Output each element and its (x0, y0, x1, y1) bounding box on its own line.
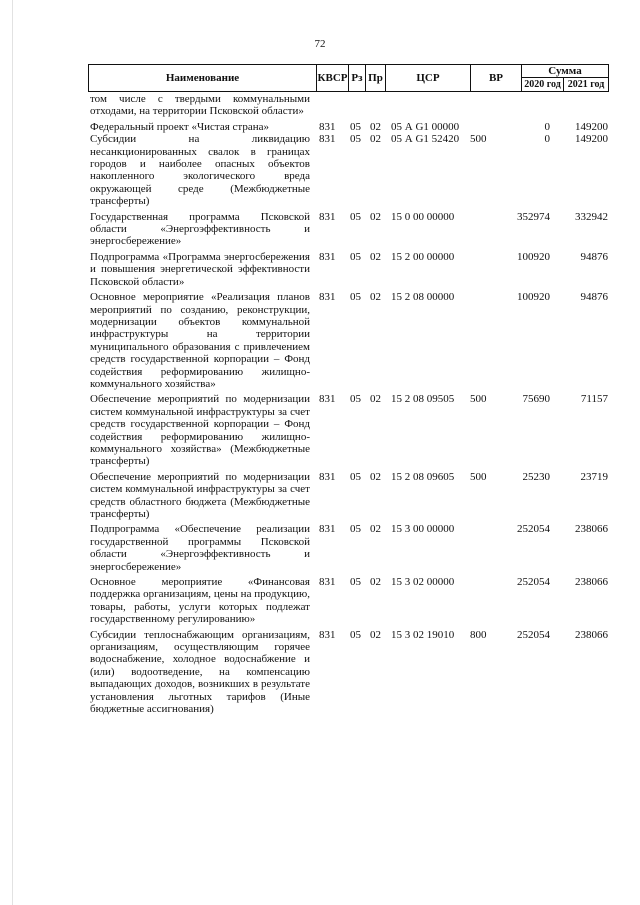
row-sum-2021: 238066 (575, 523, 608, 536)
row-vr: 500 (470, 393, 487, 406)
row-sum-2020: 0 (544, 133, 550, 146)
row-name: Основное мероприятие «Финансовая поддержка организациям, цены на продукцию, товары, работы, услуги которых подлежат государственному регулированию» (90, 576, 310, 626)
row-csr: 05 А G1 52420 (391, 133, 460, 146)
row-kvsr: 831 (319, 291, 336, 304)
row-vr: 500 (470, 133, 487, 146)
row-csr: 15 0 00 00000 (391, 210, 455, 223)
row-csr: 15 2 08 09605 (391, 470, 455, 483)
row-csr: 15 3 02 00000 (391, 576, 455, 589)
header-sum-block (522, 65, 608, 91)
row-name: Подпрограмма «Обеспечение реализации государственной программы Псковской области «Энергоэффективность и энергосбережение» (90, 523, 310, 573)
table-row (90, 211, 610, 248)
header-year-2021: 2021 год (567, 79, 605, 90)
row-rz: 05 (350, 470, 361, 483)
row-kvsr: 831 (319, 576, 336, 589)
header-kvsr: КВСР (317, 65, 349, 91)
row-sum-2020: 252054 (517, 523, 550, 536)
row-pr: 02 (370, 470, 381, 483)
row-pr: 02 (370, 291, 381, 304)
row-kvsr: 831 (319, 210, 336, 223)
row-sum-2021: 238066 (575, 576, 608, 589)
row-rz: 05 (350, 291, 361, 304)
row-sum-2021: 71157 (580, 393, 608, 406)
row-pr: 02 (370, 210, 381, 223)
table-row (90, 576, 610, 626)
header-sum: Сумма (522, 65, 608, 78)
row-csr: 05 А G1 00000 (391, 120, 460, 133)
row-sum-2020: 352974 (517, 210, 550, 223)
row-rz: 05 (350, 133, 361, 146)
row-rz: 05 (350, 250, 361, 263)
table-row (90, 523, 610, 573)
row-rz: 05 (350, 628, 361, 641)
table-row (90, 291, 610, 390)
row-kvsr: 831 (319, 470, 336, 483)
row-kvsr: 831 (319, 393, 336, 406)
row-pr: 02 (370, 133, 381, 146)
page-number: 72 (314, 38, 326, 50)
row-kvsr: 831 (319, 120, 336, 133)
row-csr: 15 3 00 00000 (391, 523, 455, 536)
row-pr: 02 (370, 393, 381, 406)
table-row (90, 471, 610, 521)
row-rz: 05 (350, 576, 361, 589)
table-row (90, 93, 610, 118)
row-pr: 02 (370, 120, 381, 133)
row-rz: 05 (350, 210, 361, 223)
row-sum-2021: 149200 (575, 133, 608, 146)
table-header (88, 64, 609, 92)
table-row (90, 629, 610, 716)
header-rz: Рз (349, 65, 366, 91)
row-csr: 15 2 00 00000 (391, 250, 455, 263)
row-sum-2020: 100920 (517, 291, 550, 304)
row-sum-2021: 332942 (575, 210, 608, 223)
row-sum-2020: 100920 (517, 250, 550, 263)
row-sum-2020: 0 (544, 120, 550, 133)
row-name: Основное мероприятие «Реализация планов мероприятий по созданию, реконструкции, модернизации объектов коммунальной инфраструктуры на территории муниципального образования с привлечением средств государственной корпорации – Фонд содействия реформированию жилищно-коммунального хозяйства» (90, 291, 310, 390)
row-csr: 15 3 02 19010 (391, 628, 455, 641)
row-kvsr: 831 (319, 628, 336, 641)
row-vr: 500 (470, 470, 487, 483)
row-csr: 15 2 08 09505 (391, 393, 455, 406)
table-row (90, 121, 610, 133)
row-pr: 02 (370, 628, 381, 641)
scan-margin-line (12, 0, 13, 905)
row-sum-2020: 25230 (522, 470, 550, 483)
row-pr: 02 (370, 250, 381, 263)
row-rz: 05 (350, 120, 361, 133)
row-sum-2021: 238066 (575, 628, 608, 641)
row-name: том числе с твердыми коммунальными отходами, на территории Псковской области» (90, 93, 310, 118)
header-csr: ЦСР (386, 65, 471, 91)
row-name: Субсидии теплоснабжающим организациям, организациям, осуществляющим горячее водоснабжение, холодное водоснабжение и (или) водоотведение, на компенсацию выпадающих доходов, возникших в результате установления льготных тарифов (Иные бюджетные ассигнования) (90, 628, 310, 716)
row-sum-2020: 252054 (517, 628, 550, 641)
row-name: Обеспечение мероприятий по модернизации систем коммунальной инфраструктуры за счет средств областного бюджета (Межбюджетные трансферты) (90, 470, 310, 520)
row-rz: 05 (350, 523, 361, 536)
row-name: Обеспечение мероприятий по модернизации систем коммунальной инфраструктуры за счет средств государственной корпорации – Фонд содействия реформированию жилищно-коммунального хозяйства» (Межбюджетные трансферты) (90, 393, 310, 468)
row-csr: 15 2 08 00000 (391, 291, 455, 304)
row-sum-2021: 94876 (580, 250, 608, 263)
table-row (90, 251, 610, 288)
row-rz: 05 (350, 393, 361, 406)
header-year-2020: 2020 год (522, 78, 564, 91)
row-sum-2020: 75690 (522, 393, 550, 406)
table-row (90, 133, 610, 207)
row-kvsr: 831 (319, 133, 336, 146)
row-sum-2020: 252054 (517, 576, 550, 589)
row-name: Подпрограмма «Программа энергосбережения и повышения энергетической эффективности Псковской области» (90, 250, 310, 288)
row-name: Государственная программа Псковской области «Энергоэффективность и энергосбережение» (90, 210, 310, 248)
row-sum-2021: 23719 (580, 470, 608, 483)
row-pr: 02 (370, 576, 381, 589)
row-name: Федеральный проект «Чистая страна» (90, 120, 269, 133)
header-pr: Пр (366, 65, 386, 91)
row-name: Субсидии на ликвидацию несанкционированных свалок в границах городов и наиболее опасных объектов накопленного экологического вреда окружающей среде (Межбюджетные трансферты) (90, 133, 310, 208)
row-kvsr: 831 (319, 523, 336, 536)
row-vr: 800 (470, 628, 487, 641)
row-sum-2021: 94876 (580, 291, 608, 304)
row-pr: 02 (370, 523, 381, 536)
row-sum-2021: 149200 (575, 120, 608, 133)
table-body (90, 93, 610, 716)
row-kvsr: 831 (319, 250, 336, 263)
header-name: Наименование (89, 65, 317, 91)
header-vr: ВР (471, 65, 522, 91)
table-row (90, 393, 610, 467)
